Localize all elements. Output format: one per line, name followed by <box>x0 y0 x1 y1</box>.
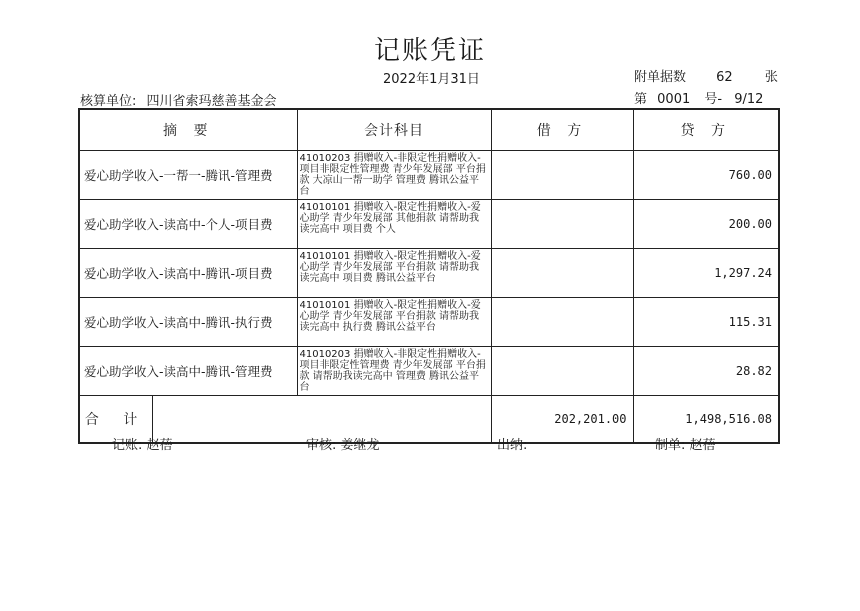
table-header-row <box>79 109 779 151</box>
total-label: 合 计 <box>80 396 153 442</box>
col-header-account: 会计科目 <box>297 109 491 151</box>
attachments-number: 62 <box>716 70 733 85</box>
voucher-page: 9/12 <box>734 92 764 107</box>
row-credit: 200.00 <box>633 200 779 249</box>
accounting-unit <box>80 90 277 109</box>
col-header-credit: 贷 方 <box>633 109 779 151</box>
row-credit: 1,297.24 <box>633 249 779 298</box>
row-summary: 爱心助学收入-一帮一-腾讯-管理费 <box>79 151 297 200</box>
bookkeeper: 记账: 赵蓓 <box>112 438 173 453</box>
row-summary: 爱心助学收入-读高中-腾讯-管理费 <box>79 347 297 396</box>
col-header-debit: 借 方 <box>491 109 633 151</box>
row-summary: 爱心助学收入-读高中-腾讯-项目费 <box>79 249 297 298</box>
row-account: 41010101 捐赠收入-限定性捐赠收入-爱心助学 青少年发展部 平台捐款 请帮助我读完高中 项目费 腾讯公益平台 <box>297 249 491 298</box>
cashier: 出纳: <box>497 438 528 453</box>
reviewer: 审核: 姜继龙 <box>306 438 380 453</box>
table-row <box>79 200 779 249</box>
attachments-label: 附单据数 <box>634 70 687 85</box>
row-debit <box>491 298 633 347</box>
row-credit: 760.00 <box>633 151 779 200</box>
voucher-table <box>78 108 780 444</box>
unit-name: 四川省索玛慈善基金会 <box>146 94 277 109</box>
table-row <box>79 347 779 396</box>
row-account: 41010101 捐赠收入-限定性捐赠收入-爱心助学 青少年发展部 其他捐款 请帮助我读完高中 项目费 个人 <box>297 200 491 249</box>
row-credit: 28.82 <box>633 347 779 396</box>
voucher-no-suffix: 号- <box>704 92 723 107</box>
voucher-no-label: 第 <box>634 92 648 107</box>
total-credit: 1,498,516.08 <box>633 396 779 444</box>
row-debit <box>491 151 633 200</box>
voucher-no-value: 0001 <box>657 92 691 107</box>
table-row <box>79 298 779 347</box>
col-header-summary: 摘 要 <box>79 109 297 151</box>
row-account: 41010203 捐赠收入-非限定性捐赠收入-项目非限定性管理费 青少年发展部 平台捐款 请帮助我读完高中 管理费 腾讯公益平台 <box>297 347 491 396</box>
row-debit <box>491 249 633 298</box>
row-summary: 爱心助学收入-读高中-腾讯-执行费 <box>79 298 297 347</box>
table-row <box>79 249 779 298</box>
row-account: 41010101 捐赠收入-限定性捐赠收入-爱心助学 青少年发展部 平台捐款 请帮助我读完高中 执行费 腾讯公益平台 <box>297 298 491 347</box>
table-row <box>79 151 779 200</box>
row-summary: 爱心助学收入-读高中-个人-项目费 <box>79 200 297 249</box>
unit-label: 核算单位: <box>80 94 137 109</box>
attachments-unit: 张 <box>764 70 778 85</box>
voucher-date: 2022年1月31日 <box>383 72 480 87</box>
preparer: 制单: 赵蓓 <box>655 438 716 453</box>
row-debit <box>491 200 633 249</box>
voucher-title: 记账凭证 <box>373 36 486 66</box>
total-debit: 202,201.00 <box>491 396 633 444</box>
voucher-number <box>634 88 763 107</box>
row-account: 41010203 捐赠收入-非限定性捐赠收入-项目非限定性管理费 青少年发展部 平台捐款 大凉山一帮一助学 管理费 腾讯公益平台 <box>297 151 491 200</box>
attachments-count <box>634 66 778 85</box>
row-credit: 115.31 <box>633 298 779 347</box>
row-debit <box>491 347 633 396</box>
